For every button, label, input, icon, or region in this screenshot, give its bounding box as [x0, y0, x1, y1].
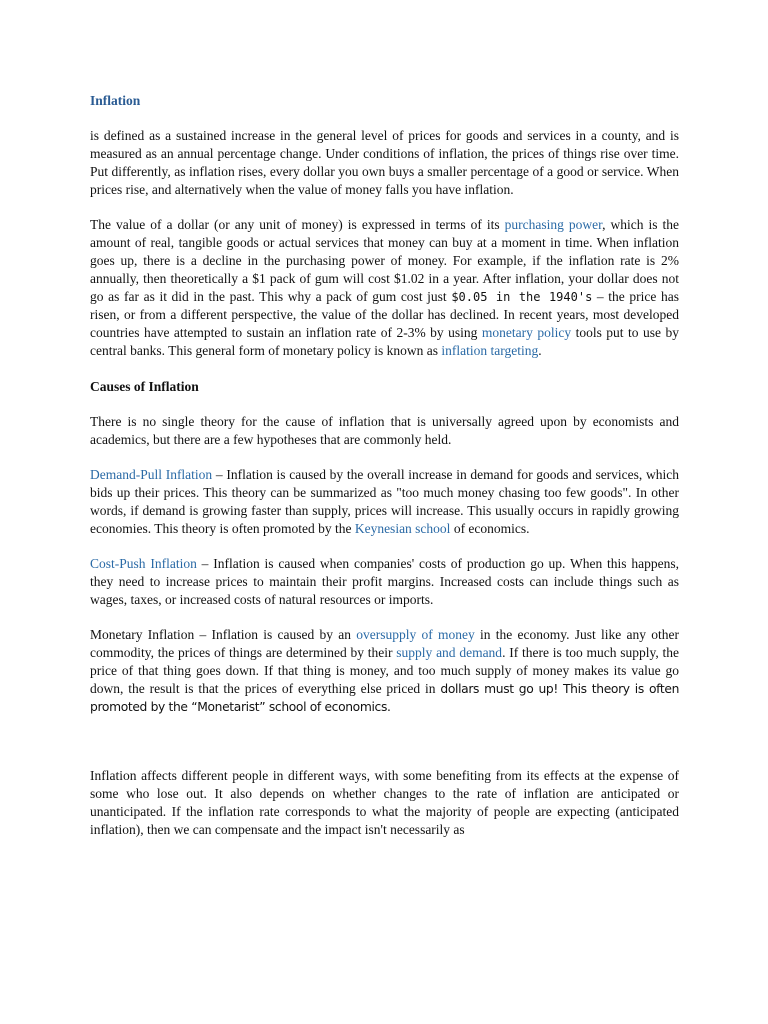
cost-push-paragraph — [90, 555, 679, 609]
inflation-targeting-link[interactable]: inflation targeting — [441, 343, 539, 358]
text-span: – Inflation is caused when companies' costs of production go up. When this happens, they need to increase prices to maintain their profit margins. Increased costs can include things such as wages, taxes, or increased costs of natural resources or imports. — [90, 556, 679, 607]
text-span: , which is the amount of real, tangible goods or actual services that money can buy at a moment in time. When inflation goes up, there is a decline in the purchasing power of money. For example, if the inflation rate is 2% annually, then theoretically a $1 pack of gum will cost $1.02 in a year. After inflation, your dollar does not go as far as it did in the past. This why a pack of gum cost just — [90, 217, 679, 304]
gum-price-text: $0.05 in the 1940's — [451, 290, 593, 304]
text-span: The value of a dollar (or any unit of money) is expressed in terms of its — [90, 217, 505, 232]
monetary-inflation-paragraph — [90, 626, 679, 716]
page-title: Inflation — [90, 93, 141, 108]
supply-and-demand-link[interactable]: supply and demand — [396, 645, 503, 660]
causes-intro-paragraph: There is no single theory for the cause of inflation that is universally agreed upon by economists and academics, but there are a few hypotheses that are commonly held. — [90, 414, 679, 447]
text-span: . If there is too much supply, the price of that thing goes down. If that thing is money, and too much supply of money makes its value go down, the result is that the prices of everything else priced in — [90, 645, 679, 696]
intro-paragraph: is defined as a sustained increase in the general level of prices for goods and services in a county, and is measured as an annual percentage change. Under conditions of inflation, the prices of things rise over time. Put differently, as inflation rises, every dollar you own buys a smaller percentage of a good or service. When prices rise, and alternatively when the value of money falls you have inflation. — [90, 128, 679, 197]
document-page — [90, 91, 679, 856]
spacer — [90, 733, 679, 767]
purchasing-power-link[interactable]: purchasing power — [504, 217, 603, 232]
demand-pull-link[interactable]: Demand-Pull Inflation — [90, 467, 213, 482]
keynesian-school-link[interactable]: Keynesian school — [354, 521, 451, 536]
text-span: of economics. — [450, 521, 530, 536]
text-span: in the economy. Just like any other commodity, the prices of things are determined by their — [90, 627, 679, 660]
cost-push-link[interactable]: Cost-Push Inflation — [90, 556, 197, 571]
causes-heading: Causes of Inflation — [90, 379, 199, 394]
text-span: . — [538, 343, 542, 358]
text-span: Monetary Inflation – Inflation is caused by an — [90, 627, 357, 642]
monetary-policy-link[interactable]: monetary policy — [481, 325, 572, 340]
text-span: – Inflation is caused by the overall increase in demand for goods and services, which bids up their prices. This theory can be summarized as "too much money chasing too few goods". In other words, if demand is growing faster than supply, prices will increase. This usually occurs in rapidly growing economies. This theory is often promoted by the — [90, 467, 679, 536]
effects-paragraph: Inflation affects different people in different ways, with some benefiting from its effects at the expense of some who lose out. It also depends on whether changes to the rate of inflation are anticipated or unanticipated. If the inflation rate corresponds to what the majority of people are expecting (anticipated inflation), then we can compensate and the impact isn't necessarily as — [90, 768, 679, 837]
text-span: tools put to use by central banks. This general form of monetary policy is known as — [90, 325, 679, 358]
demand-pull-paragraph — [90, 466, 679, 538]
purchasing-power-paragraph — [90, 216, 679, 360]
monetarist-text: dollars must go up! This theory is often promoted by the “Monetarist” school of economics. — [90, 682, 680, 714]
text-span: – the price has risen, or from a different perspective, the value of the dollar has declined. In recent years, most developed countries have attempted to sustain an inflation rate of 2-3% by using — [90, 289, 679, 340]
oversupply-of-money-link[interactable]: oversupply of money — [356, 627, 475, 642]
